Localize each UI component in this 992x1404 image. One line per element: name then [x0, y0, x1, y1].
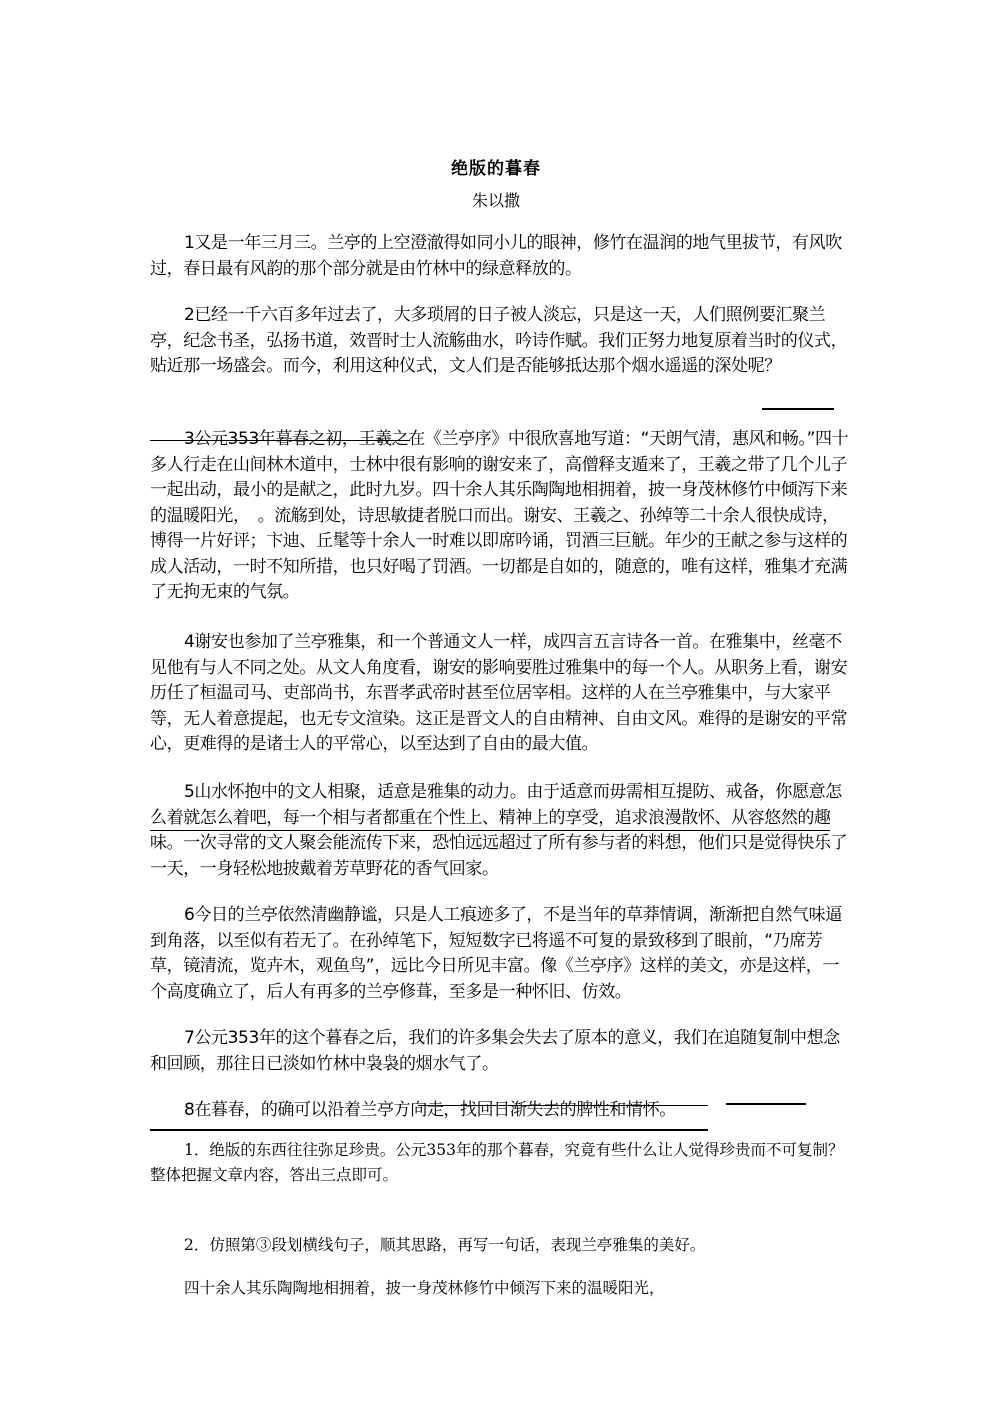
paragraph-3: 3公元353年暮春之初，王羲之在《兰亭序》中很欣喜地写道：“天朗气清，惠风和畅。”四十多人行走在山间林木道中，士林中很有影响的谢安来了，高僧释支遁来了，王羲之带了几个儿子一起出动，最小的是献之，此时九岁。四十余人其乐陶陶地相拥着，披一身茂林修竹中倾泻下来的温暖阳光， 。流觞到处，诗思敏捷者脱口而出。谢安、王羲之、孙绰等二十余人很快成诗，博得一片好评；卞迪、丘髦等十余人一时难以即席吟诵，罚酒三巨觥。年少的王献之参与这样的成人活动，一时不知所措，也只好喝了罚酒。一切都是自如的，随意的，唯有这样，雅集才充满了无拘无束的气氛。 — [150, 429, 849, 602]
paragraph-4: 4谢安也参加了兰亭雅集，和一个普通文人一样，成四言五言诗各一首。在雅集中，丝毫不见他有与人不同之处。从文人角度看，谢安的影响要胜过雅集中的每一个人。从职务上看，谢安历任了桓温司马、吏部尚书，东晋孝武帝时甚至位居宰相。这样的人在兰亭雅集中，与大家平等，无人着意提起，也无专文渲染。这正是晋文人的自由精神、自由文风。难得的是谢安的平常心，更难得的是诸士人的平常心，以至达到了自由的最大值。 — [150, 632, 848, 754]
strikethrough-line — [418, 1105, 708, 1106]
decorative-rule — [762, 408, 834, 410]
article-author: 朱以撒 — [471, 191, 520, 210]
question-2: 2．仿照第③段划横线句子，顺其思路，再写一句话，表现兰亭雅集的美好。 — [184, 1236, 706, 1254]
paragraph-1: 1又是一年三月三。兰亭的上空澄澈得如同小儿的眼神，修竹在温润的地气里拔节，有风吹过，春日最有风韵的那个部分就是由竹林中的绿意释放的。 — [150, 233, 842, 279]
section-divider — [150, 1129, 708, 1131]
strikethrough-line — [150, 830, 830, 831]
decorative-rule — [726, 1103, 806, 1105]
question-1: 1．绝版的东西往往弥足珍贵。公元353年的那个暮春，究竟有些什么让人觉得珍贵而不可复制？整体把握文章内容，答出三点即可。 — [150, 1141, 844, 1184]
article-title: 绝版的暮春 — [451, 159, 541, 179]
paragraph-5: 5山水怀抱中的文人相聚，适意是雅集的动力。由于适意而毋需相互提防、戒备，你愿意怎么着就怎么着吧，每一个相与者都重在个性上、精神上的享受，追求浪漫散怀、从容悠然的趣味。一次寻常的文人聚会能流传下来，恐怕远远超过了所有参与者的料想，他们只是觉得快乐了一天，一身轻松地披戴着芳草野花的香气回家。 — [150, 782, 848, 879]
paragraph-2: 2已经一千六百多年过去了，大多琐屑的日子被人淡忘，只是这一天，人们照例要汇聚兰亭，纪念书圣，弘扬书道，效晋时士人流觞曲水，吟诗作赋。我们正努力地复原着当时的仪式，贴近那一场盛会。而今，利用这种仪式，文人们是否能够抵达那个烟水遥遥的深处呢？ — [150, 305, 848, 376]
paragraph-6: 6今日的兰亭依然清幽静谧，只是人工痕迹多了，不是当年的草莽情调，渐渐把自然气味逼到角落，以至似有若无了。在孙绰笔下，短短数字已将遥不可复的景致移到了眼前，“乃席芳草，镜清流，览卉木，观鱼鸟”，远比今日所见丰富。像《兰亭序》这样的美文，亦是这样，一个高度确立了，后人有再多的兰亭修葺，至多是一种怀旧、仿效。 — [150, 905, 842, 1002]
paragraph-7: 7公元353年的这个暮春之后，我们的许多集会失去了原本的意义，我们在追随复制中想念和回顾，那往日已淡如竹林中袅袅的烟水气了。 — [150, 1028, 840, 1074]
paragraph-8: 8在暮春，的确可以沿着兰亭方向走，找回日渐失去的脾性和情怀。 — [184, 1100, 676, 1120]
model-sentence: 四十余人其乐陶陶地相拥着，披一身茂林修竹中倾泻下来的温暖阳光， — [184, 1279, 665, 1297]
strikethrough-line — [150, 440, 410, 441]
